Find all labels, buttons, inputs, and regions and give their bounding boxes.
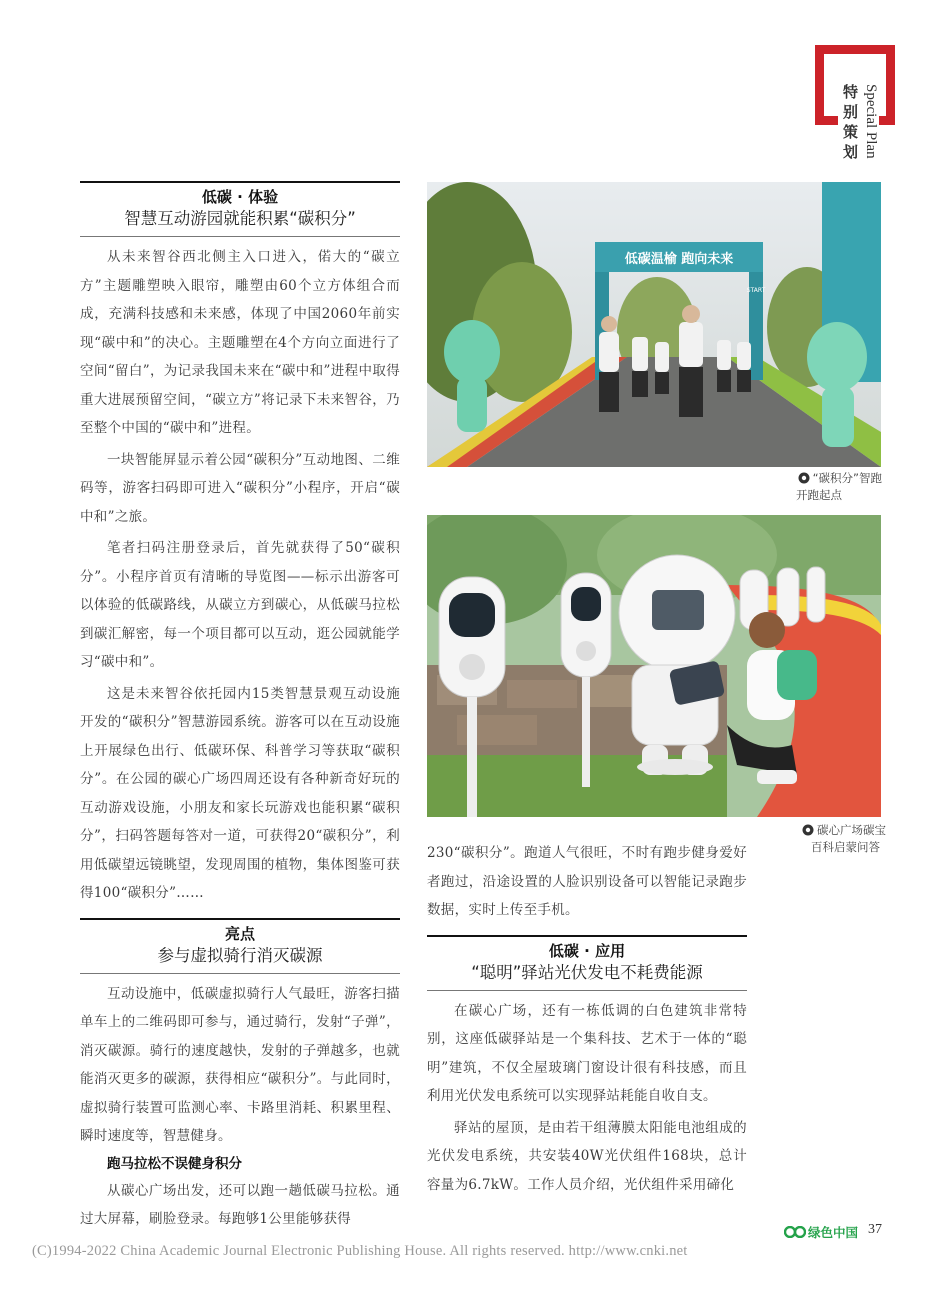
arch-banner-text: 低碳温榆 跑向未来 — [624, 252, 734, 267]
paragraph: 笔者扫码注册登录后，首先就获得了50“碳积分”。小程序首页有清晰的导览图——标示出游客可以体验的低碳路线，从碳立方到碳心，从低碳马拉松到碳汇解密，每一个项目都可以互动，逛公园就能学习“碳中和”。 — [80, 540, 400, 670]
section-heading-experience — [80, 181, 400, 237]
photo-carbon-robot — [427, 515, 881, 817]
caption-line: “碳积分”智跑 — [812, 471, 882, 485]
start-label: START — [746, 287, 766, 294]
section-title: 低碳 · 体验 — [201, 188, 279, 206]
subheading: 跑马拉松不误健身积分 — [107, 1155, 242, 1172]
marathon-start-image — [427, 182, 881, 467]
right-column — [427, 839, 747, 1199]
photo-caption-1 — [760, 470, 882, 504]
paragraph: 从碳心广场出发，还可以跑一趟低碳马拉松。通过大屏幕，刷脸登录。每跑够1公里能够获得 — [80, 1182, 400, 1227]
section-heading-highlight — [80, 918, 400, 974]
camera-aperture-icon — [802, 824, 814, 836]
paragraph: 在碳心广场，还有一栋低调的白色建筑非常特别，这座低碳驿站是一个集科技、艺术于一体的“聪明”建筑，不仅全屋玻璃门窗设计很有科技感，而且利用光伏发电系统可以实现驿站耗能自收自支。 — [427, 1002, 747, 1104]
photo-caption-2 — [760, 822, 886, 856]
section-title: 亮点 — [224, 924, 255, 943]
caption-line: 碳心广场碳宝 — [817, 823, 886, 837]
brand-logo-icon — [784, 1226, 806, 1238]
paragraph-continued: 230“碳积分”。跑道人气很旺，不时有跑步健身爱好者跑过，沿途设置的人脸识别设备可以智能记录跑步数据，实时上传至手机。 — [427, 845, 747, 918]
brand-name: 绿色中国 — [808, 1225, 859, 1240]
section-subtitle: “聪明”驿站光伏发电不耗费能源 — [471, 962, 703, 982]
camera-aperture-icon — [798, 472, 810, 484]
magazine-brand — [784, 1223, 858, 1241]
column-label-cn: 特别策划 — [838, 82, 864, 162]
caption-line: 开跑起点 — [796, 488, 842, 502]
page-number: 37 — [868, 1222, 882, 1237]
section-title: 低碳 · 应用 — [548, 941, 626, 960]
section-subtitle: 智慧互动游园就能积累“碳积分” — [124, 209, 356, 228]
column-label-en: Special Plan — [863, 84, 879, 159]
section-subtitle: 参与虚拟骑行消灭碳源 — [157, 945, 323, 965]
caption-line: 百科启蒙问答 — [811, 840, 880, 854]
paragraph: 这是未来智谷依托园内15类智慧景观互动设施开发的“碳积分”智慧游园系统。游客可以在互动设施上开展绿色出行、低碳环保、科普学习等获取“碳积分”。在公园的碳心广场四周还设有各种新奇好玩的互动游戏设施，小朋友和家长玩游戏也能积累“碳积分”，扫码答题每答对一道，可获得20“碳积分”，利用低碳望远镜眺望，发现周围的植物，集体图鉴可获得100“碳积分”…… — [80, 685, 400, 901]
paragraph: 互动设施中，低碳虚拟骑行人气最旺，游客扫描单车上的二维码即可参与，通过骑行，发射“子弹”，消灭碳源。骑行的速度越快，发射的子弹越多，也就能消灭更多的碳源，获得相应“碳积分”。与此同时，虚拟骑行装置可监测心率、卡路里消耗、积累里程、瞬时速度等，智慧健身。 — [80, 985, 400, 1144]
paragraph: 从未来智谷西北侧主入口进入，偌大的“碳立方”主题雕塑映入眼帘，雕塑由60个立方体组合而成，充满科技感和未来感，体现了中国2060年前实现“碳中和”的决心。主题雕塑在4个方向立面进行了空间“留白”，为记录我国未来在“碳中和”进程中取得重大进展预留空间，“碳立方”将记录下未来智谷，乃至整个中国的“碳中和”进程。 — [80, 249, 400, 436]
paragraph: 驿站的屋顶，是由若干组薄膜太阳能电池组成的光伏发电系统，共安装40W光伏组件168块，总计容量为6.7kW。工作人员介绍，光伏组件采用碲化 — [427, 1119, 747, 1193]
section-heading-application — [427, 935, 747, 991]
photo-marathon-start — [427, 182, 881, 467]
carbon-robot-image — [427, 515, 881, 817]
paragraph: 一块智能屏显示着公园“碳积分”互动地图、二维码等，游客扫码即可进入“碳积分”小程序，开启“碳中和”之旅。 — [80, 451, 400, 525]
left-column — [80, 181, 400, 1234]
copyright-notice: (C)1994-2022 China Academic Journal Electronic Publishing House. All rights reserved. http://www.cnki.net — [32, 1243, 688, 1259]
